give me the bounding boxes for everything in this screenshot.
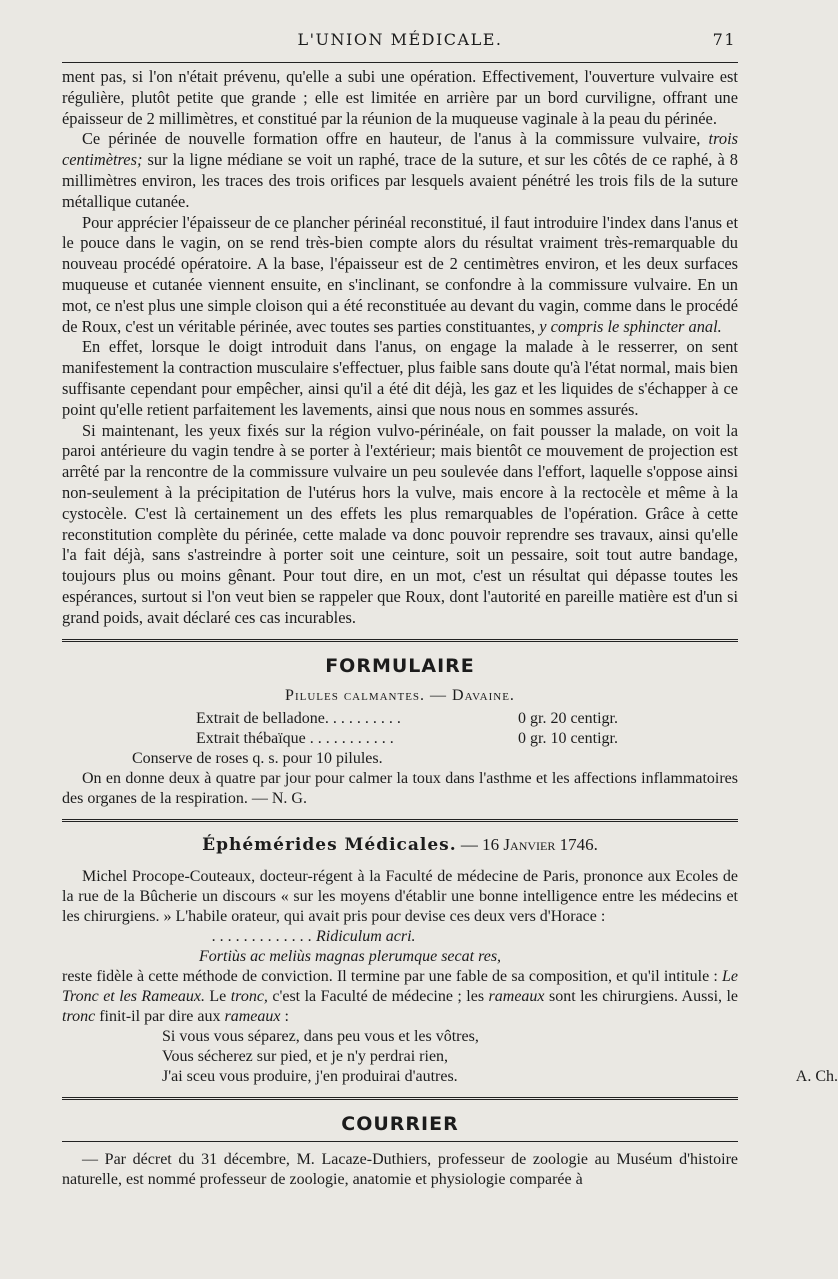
article-body: [62, 67, 738, 629]
recipe-title: Pilules calmantes. — Davaine.: [285, 686, 515, 704]
paragraph: En effet, lorsque le doigt introduit dans l'anus, on engage la malade à le resserrer, on sent manifestement la contraction musculaire s'effectuer, plus faible sans doute qu'à l'état normal, mais bien suffisante cependant pour empêcher, ainsi qu'il a été dit déjà, les gaz et les liquides de s'échapper à ce point qu'elle retient parfaitement les lavements, ainsi que nous nous en sommes assurés.: [62, 337, 738, 419]
courrier-section: [62, 1113, 738, 1190]
signature: A. Ch.: [795, 1067, 838, 1085]
running-header: [62, 30, 738, 56]
section-title: Éphémérides Médicales. — 16 Janvier 1746.: [202, 834, 598, 855]
paragraph: ment pas, si l'on n'était prévenu, qu'elle a subi une opération. Effectivement, l'ouverture vulvaire est régulière, plutôt petite que grande ; elle est limitée en arrière par un bord curviligne, offrant une épaisseur de 2 millimètres, et constitué par la réunion de la muqueuse vaginale à la peau du périnée.: [62, 67, 738, 128]
title-rule: [62, 1141, 738, 1142]
header-rule: [62, 62, 738, 63]
paragraph: Pour apprécier l'épaisseur de ce plancher périnéal reconstitué, il faut introduire l'index dans l'anus et le pouce dans le vagin, on se rend très-bien compte alors du résultat vraiment très-remarquable du nouveau procédé opératoire. A la base, l'épaisseur est de 2 centimètres environ, et les deux surfaces muqueuse et cutanée viennent ensuite, en s'inclinant, se confondre à la commissure vulvaire. En un mot, ce n'est plus une simple cloison qui a été reconstituée au devant du vagin, comme dans le procédé de Roux, c'est un véritable périnée, avec toutes ses parties constituantes, y compris le sphincter anal.: [62, 212, 738, 336]
paragraph: — Par décret du 31 décembre, M. Lacaze-Duthiers, professeur de zoologie au Muséum d'histoire naturelle, est nommé professeur de zoologie, anatomie et physiologie comparée à: [62, 1150, 738, 1188]
page-number: 71: [712, 30, 736, 49]
journal-title: L'UNION MÉDICALE.: [297, 30, 503, 49]
latin-quote: . . . . . . . . . . . . . Ridiculum acri.: [212, 927, 416, 945]
conserve-line: Conserve de roses q. s. pour 10 pilules.: [132, 749, 383, 767]
ephemerides-section: [62, 834, 838, 1087]
verse-line: Vous sécherez sur pied, et je n'y perdrai rien,: [162, 1047, 449, 1065]
latin-quote: Fortiùs ac meliùs magnas plerumque secat res,: [199, 947, 502, 965]
ingredient-line: Extrait thébaïque . . . . . . . . . . . 0 gr. 10 centigr.: [196, 729, 618, 747]
section-divider: [62, 1097, 738, 1103]
section-divider: [62, 819, 738, 825]
paragraph: Ce périnée de nouvelle formation offre en hauteur, de l'anus à la commissure vulvaire, trois centimètres; sur la ligne médiane se voit un raphé, trace de la suture, et sur les côtés de ce raphé, à 8 millimètres environ, les traces des trois orifices par lesquels avaient pénétré les trois fils de la suture métallique cutanée.: [62, 129, 738, 211]
verse-line: Si vous vous séparez, dans peu vous et les vôtres,: [162, 1027, 479, 1045]
formulaire-section: [62, 655, 738, 809]
paragraph: reste fidèle à cette méthode de conviction. Il termine par une fable de sa composition, et qu'il intitule : Le Tronc et les Rameaux. Le tronc, c'est la Faculté de médecine ; les rameaux sont les chirurgiens. Aussi, le tronc finit-il par dire aux rameaux :: [62, 967, 739, 1025]
paragraph: Michel Procope-Couteaux, docteur-régent à la Faculté de médecine de Paris, prononce aux Ecoles de la rue de la Bûcherie un discours « sur les moyens d'établir une bonne intelligence entre les médecins et les chirurgiens. » L'habile orateur, qui avait pris pour devise ces deux vers d'Horace :: [62, 867, 738, 925]
ingredient-line: Extrait de belladone. . . . . . . . . . 0 gr. 20 centigr.: [196, 709, 618, 727]
paragraph: Si maintenant, les yeux fixés sur la région vulvo-périnéale, on fait pousser la malade, on voit la paroi antérieure du vagin tendre à se porter à l'extérieur; mais bientôt ce mouvement de projection est arrêté par la rencontre de la commissure vulvaire un peu soulevée dans l'effort, laquelle s'oppose ainsi non-seulement à la précipitation de l'utérus hors la vulve, mais encore à la rectocèle et même à la cystocèle. C'est là certainement un des effets les plus remarquables de l'opération. Grâce à cette reconstitution complète du périnée, cette malade va donc pouvoir reprendre ses travaux, ainsi qu'elle l'a fait déjà, sans s'astreindre à porter soit une ceinture, soit un pessaire, soit tout autre bandage, toujours plus ou moins gênant. Pour tout dire, en un mot, c'est un résultat qui dépasse toutes les espérances, surtout si l'on veut bien se rappeler que Roux, dont l'autorité en pareille matière est d'un si grand poids, avait déclaré ces cas incurables.: [62, 420, 738, 627]
section-title: COURRIER: [341, 1112, 459, 1135]
recipe-instructions: On en donne deux à quatre par jour pour calmer la toux dans l'asthme et les affections inflammatoires des organes de la respiration. — N. G.: [62, 769, 738, 807]
verse-line: J'ai sceu vous produire, j'en produirai d'autres. A. Ch.: [162, 1067, 838, 1085]
section-divider: [62, 639, 738, 645]
section-title: FORMULAIRE: [325, 654, 475, 677]
